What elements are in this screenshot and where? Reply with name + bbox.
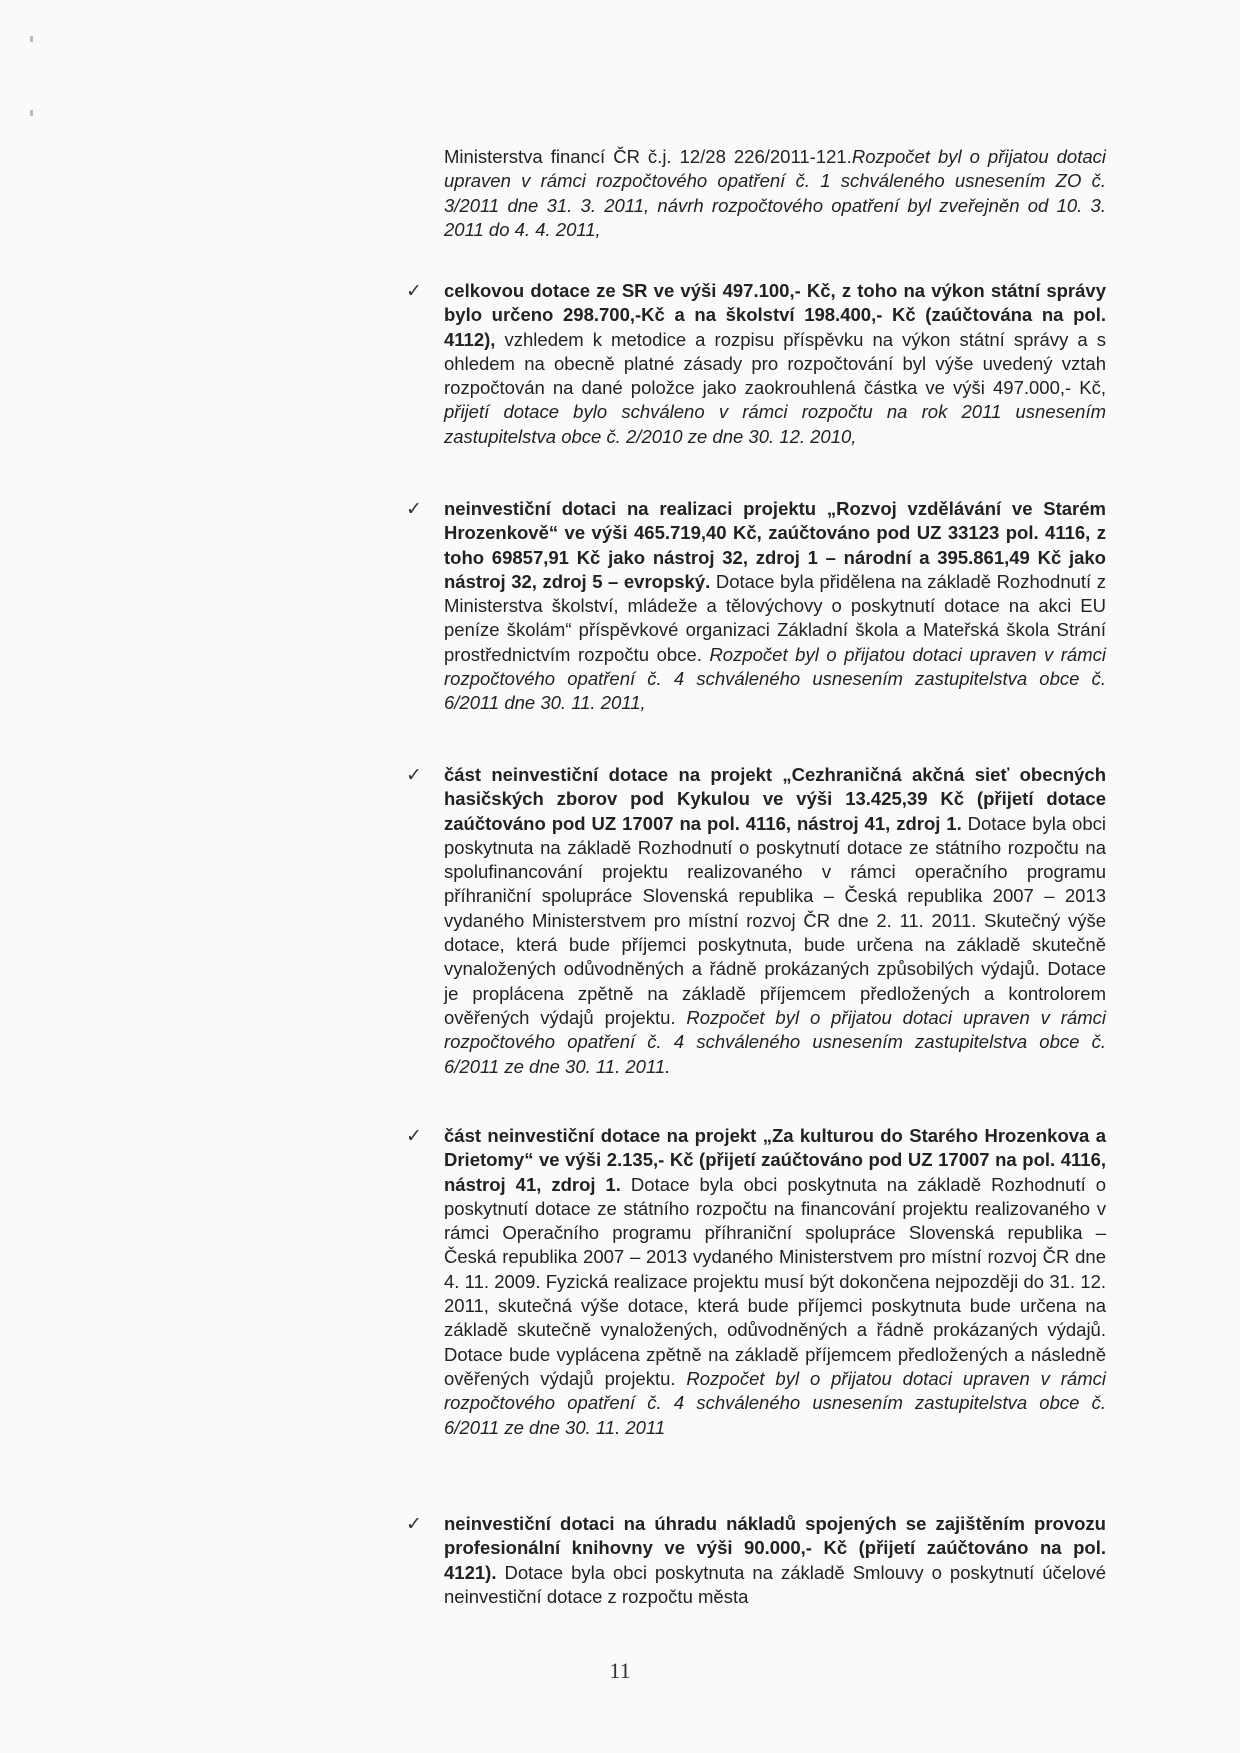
- item-text: Dotace byla obci poskytnuta na základě Rozhodnutí o poskytnutí dotace ze státního rozpočtu na spolufinancování projektu realizovaného v rámci operačního programu příhraniční spolupráce Slovenská republika – Česká republika 2007 – 2013 vydaného Ministerstvem pro místní rozvoj ČR dne 2. 11. 2011. Skutečný výše dotace, která bude příjemci poskytnuta, bude určena na základě skutečně vynaložených odůvodněných a řádně prokázaných způsobilých výdajů. Dotace je proplácena zpětně na základě příjemcem předložených a kontrolorem ověřených výdajů projektu.: [444, 812, 1106, 1028]
- intro-text: Ministerstva financí ČR č.j. 12/28 226/2011-121.: [444, 146, 852, 167]
- page-number: 11: [609, 1658, 631, 1683]
- item-bold-text: neinvestiční dotaci na úhradu nákladů spojených se zajištěním provozu profesionální knihovny ve výši 90.000,- Kč (přijetí zaúčtováno na pol. 4121).: [444, 1513, 1106, 1583]
- item-italic-text: Rozpočet byl o přijatou dotaci upraven v rámci rozpočtového opatření č. 4 schváleného usnesením zastupitelstva obce č. 6/2011 ze dne 30. 11. 2011.: [444, 1006, 1106, 1077]
- scan-artifact: [30, 36, 33, 42]
- item-italic-text: Rozpočet byl o přijatou dotaci upraven v rámci rozpočtového opatření č. 4 schváleného usnesením zastupitelstva obce č. 6/2011 dne 30. 11. 2011,: [444, 643, 1106, 714]
- intro-paragraph: [444, 145, 1106, 242]
- list-item: [444, 497, 1106, 716]
- item-bold-text: celkovou dotace ze SR ve výši 497.100,- Kč, z toho na výkon státní správy bylo určeno 298.700,-Kč a na školství 198.400,- Kč (zaúčtována na pol. 4112),: [444, 280, 1106, 350]
- checkmark-icon: ✓: [406, 764, 422, 786]
- intro-italic-text: Rozpočet byl o přijatou dotaci upraven v rámci rozpočtového opatření č. 1 schváleného usnesením ZO č. 3/2011 dne 31. 3. 2011, návrh rozpočtového opatření byl zveřejněn od 10. 3. 2011 do 4. 4. 2011,: [444, 146, 1106, 240]
- scan-artifact: [30, 110, 33, 116]
- item-text: Dotace byla obci poskytnuta na základě Smlouvy o poskytnutí účelové neinvestiční dotace z rozpočtu města: [444, 1561, 1106, 1607]
- checkmark-icon: ✓: [406, 280, 422, 302]
- checkmark-icon: ✓: [406, 498, 422, 520]
- list-item: [444, 1124, 1106, 1440]
- list-item: [444, 763, 1106, 1079]
- checkmark-icon: ✓: [406, 1125, 422, 1147]
- item-italic-text: přijetí dotace bylo schváleno v rámci rozpočtu na rok 2011 usnesením zastupitelstva obce č. 2/2010 ze dne 30. 12. 2010,: [444, 401, 1106, 447]
- item-bold-text: neinvestiční dotaci na realizaci projektu „Rozvoj vzdělávání ve Starém Hrozenkově“ ve výši 465.719,40 Kč, zaúčtováno pod UZ 33123 pol. 4116, z toho 69857,91 Kč jako nástroj 32, zdroj 1 – národní a 395.861,49 Kč jako nástroj 32, zdroj 5 – evropský.: [444, 498, 1106, 592]
- list-item: [444, 279, 1106, 449]
- checkmark-icon: ✓: [406, 1513, 422, 1535]
- item-text: vzhledem k metodice a rozpisu příspěvku na výkon státní správy a s ohledem na obecně platné zásady pro rozpočtování byl výše uvedený vztah rozpočtován na dané položce jako zaokrouhlená částka ve výši 497.000,- Kč,: [444, 328, 1106, 399]
- item-italic-text: Rozpočet byl o přijatou dotaci upraven v rámci rozpočtového opatření č. 4 schváleného usnesením zastupitelstva obce č. 6/2011 ze dne 30. 11. 2011: [444, 1367, 1106, 1438]
- item-text: Dotace byla přidělena na základě Rozhodnutí z Ministerstva školství, mládeže a tělovýchovy o poskytnutí dotace na akci EU peníze školám“ příspěvkové organizaci Základní škola a Mateřská škola Strání prostřednictvím rozpočtu obce.: [444, 570, 1106, 665]
- item-text: Dotace byla obci poskytnuta na základě Rozhodnutí o poskytnutí dotace ze státního rozpočtu na financování projektu realizovaného v rámci Operačního programu příhraniční spolupráce Slovenská republika – Česká republika 2007 – 2013 vydaného Ministerstvem pro místní rozvoj ČR dne 4. 11. 2009. Fyzická realizace projektu musí být dokončena nejpozději do 31. 12. 2011, skutečná výše dotace, která bude příjemci poskytnuta bude určena na základě skutečně vynaložených, odůvodněných a řádně prokázaných výdajů. Dotace bude vyplácena zpětně na základě příjemcem předložených a následně ověřených výdajů projektu.: [444, 1173, 1106, 1389]
- item-bold-text: část neinvestiční dotace na projekt „Cezhraničná akčná sieť obecných hasičských zborov pod Kykulou ve výši 13.425,39 Kč (přijetí dotace zaúčtováno pod UZ 17007 na pol. 4116, nástroj 41, zdroj 1.: [444, 764, 1106, 834]
- list-item: [444, 1512, 1106, 1609]
- item-bold-text: část neinvestiční dotace na projekt „Za kulturou do Starého Hrozenkova a Drietomy“ ve výši 2.135,- Kč (přijetí zaúčtováno pod UZ 17007 na pol. 4116, nástroj 41, zdroj 1.: [444, 1125, 1106, 1195]
